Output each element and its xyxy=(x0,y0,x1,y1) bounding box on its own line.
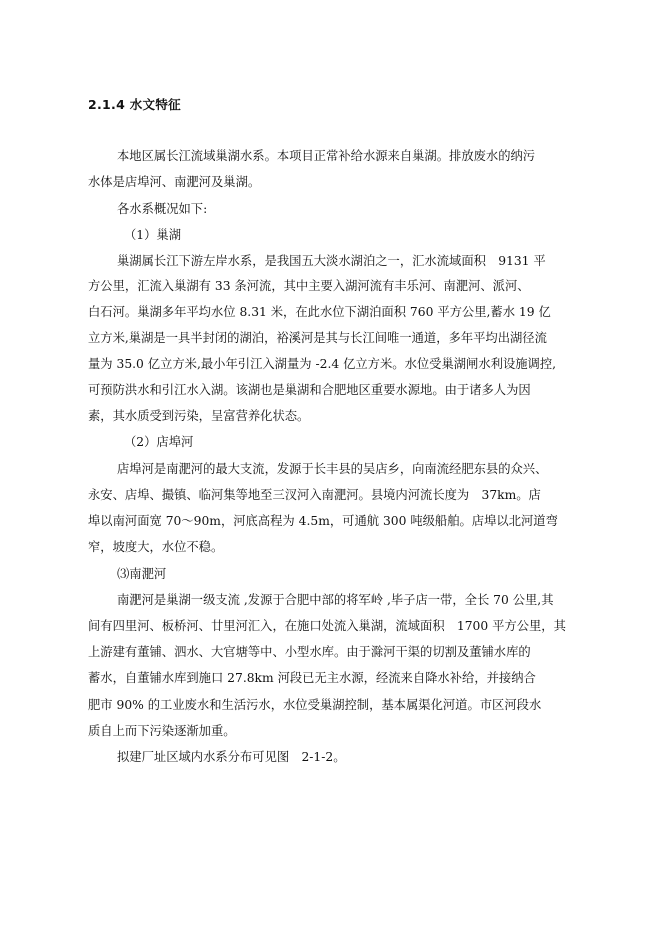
paragraph-line: 方公里，汇流入巢湖有 33 条河流，其中主要入湖河流有丰乐河、南淝河、派河、 xyxy=(88,279,530,293)
paragraph-line: 水体是店埠河、南淝河及巢湖。 xyxy=(88,175,261,189)
paragraph-line: 量为 35.0 亿立方米,最小年引江入湖量为 -2.4 亿立方米。水位受巢湖闸水利设施调控, xyxy=(88,357,557,371)
paragraph-line: 肥市 90% 的工业废水和生活污水，水位受巢湖控制，基本属渠化河道。市区河段水 xyxy=(88,698,542,712)
paragraph-line: 永安、店埠、撮镇、临河集等地至三汊河入南淝河。县境内河流长度为 37km。店 xyxy=(88,488,541,502)
paragraph-line: 间有四里河、板桥河、廿里河汇入，在施口处流入巢湖，流域面积 1700 平方公里，其 xyxy=(88,619,566,633)
paragraph-line: 巢湖属长江下游左岸水系，是我国五大淡水湖泊之一，汇水流域面积 9131 平 xyxy=(117,254,546,268)
paragraph-line: 立方米,巢湖是一具半封闭的湖泊，裕溪河是其与长江间唯一通道，多年平均出湖径流 xyxy=(88,331,547,345)
subsection-title-nanfei-river: ⑶南淝河 xyxy=(117,567,167,581)
paragraph-line: 蓄水，自董铺水库到施口 27.8km 河段已无主水源，经流来自降水补给，并接纳合 xyxy=(88,671,536,685)
paragraph-line: 南淝河是巢湖一级支流 ,发源于合肥中部的将军岭 ,毕子店一带，全长 70 公里,其 xyxy=(117,593,554,607)
paragraph-line: 窄，坡度大，水位不稳。 xyxy=(88,540,224,554)
section-heading: 2.1.4 水文特征 xyxy=(88,97,181,112)
paragraph-line: 拟建厂址区域内水系分布可见图 2-1-2。 xyxy=(117,750,346,764)
subsection-title-chaohu: （1）巢湖 xyxy=(124,228,182,242)
paragraph-line: 店埠河是南淝河的最大支流，发源于长丰县的吴店乡，向南流经肥东县的众兴、 xyxy=(117,462,548,476)
paragraph-line: 白石河。巢湖多年平均水位 8.31 米，在此水位下湖泊面积 760 平方公里,蓄水 19 亿 xyxy=(88,305,551,319)
paragraph-line: 上游建有董铺、泗水、大官塘等中、小型水库。由于滁河干渠的切割及董铺水库的 xyxy=(88,645,531,659)
paragraph-line: 质自上而下污染逐渐加重。 xyxy=(88,724,236,738)
paragraph-line: 素，其水质受到污染，呈富营养化状态。 xyxy=(88,409,310,423)
paragraph-line: 可预防洪水和引江水入湖。该湖也是巢湖和合肥地区重要水源地。由于诸多人为因 xyxy=(88,383,531,397)
paragraph-line: 埠以南河面宽 70～90m，河底高程为 4.5m，可通航 300 吨级船舶。店埠以北河道弯 xyxy=(88,514,558,528)
paragraph-line: 本地区属长江流域巢湖水系。本项目正常补给水源来自巢湖。排放废水的纳污 xyxy=(117,149,536,163)
subsection-title-dianbu-river: （2）店埠河 xyxy=(124,435,194,449)
paragraph-line: 各水系概况如下: xyxy=(117,202,208,216)
